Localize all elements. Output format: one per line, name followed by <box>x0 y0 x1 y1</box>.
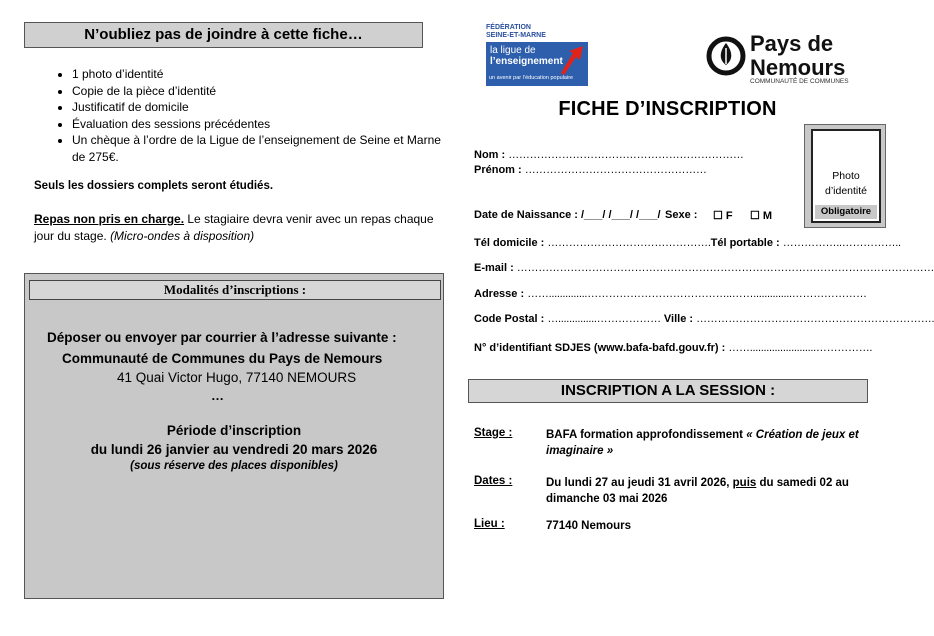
adresse-input-line[interactable]: ……..............…………………………………..……..............………………… <box>527 288 867 300</box>
meal-note-text: Le stagiaire devra venir avec un repas chaque jour du stage. <box>34 212 434 243</box>
code-postal-input-line[interactable]: …..............……………… <box>547 313 661 325</box>
ligue-banner <box>486 42 588 86</box>
complete-files-note: Seuls les dossiers complets seront étudiés. <box>34 180 274 192</box>
list-item: • Justificatif de domicile <box>72 99 442 116</box>
prenom-field[interactable] <box>474 164 707 176</box>
ville-label: Ville : <box>663 313 697 325</box>
email-input-line[interactable]: ……………………………………………………………………………………………………… <box>516 262 934 274</box>
meal-note-title: Repas non pris en charge. <box>34 212 185 226</box>
modalities-organization: Communauté de Communes du Pays de Nemours <box>62 351 383 366</box>
nom-label: Nom : <box>474 149 509 161</box>
dates-part3: du samedi 02 au dimanche 03 mai 2026 <box>546 477 849 505</box>
photo-label <box>813 169 879 199</box>
pays-de-nemours-logo <box>706 32 876 88</box>
nom-field[interactable] <box>474 149 744 161</box>
email-label: E-mail : <box>474 262 517 274</box>
ligue-enseignement-logo <box>486 24 592 86</box>
list-item: • 1 photo d’identité <box>72 66 442 83</box>
documents-list <box>52 66 442 165</box>
tel-portable-input-line[interactable]: ……………..…………….. <box>782 237 901 249</box>
sdjes-label: N° d’identifiant SDJES (www.bafa-bafd.gouv.fr) : <box>474 342 729 354</box>
nemours-subtitle: COMMUNAUTÉ DE COMMUNES <box>750 78 849 85</box>
sdjes-field[interactable] <box>474 342 872 354</box>
ligue-name-line1: la ligue de <box>490 45 536 56</box>
lieu-value: 77140 Nemours <box>546 520 632 532</box>
email-field[interactable] <box>474 262 934 274</box>
sdjes-input-line[interactable]: ……........................……………. <box>728 342 873 354</box>
modalities-ellipsis: … <box>211 388 224 403</box>
modalities-address: 41 Quai Victor Hugo, 77140 NEMOURS <box>117 370 357 385</box>
prenom-input-line[interactable]: …………………………………………… <box>524 164 707 176</box>
tel-portable-label: Tél portable : <box>710 237 783 249</box>
nemours-title <box>750 32 845 80</box>
lieu-label: Lieu : <box>474 518 505 530</box>
photo-placeholder <box>804 124 886 228</box>
adresse-field[interactable] <box>474 288 867 300</box>
ligue-tagline: un avenir par l’éducation populaire <box>489 75 574 81</box>
modalities-panel <box>24 273 444 599</box>
federation-region: SEINE-ET-MARNE <box>486 32 546 39</box>
stage-italic: « Création de jeux et imaginaire » <box>546 429 859 457</box>
birthdate-field[interactable]: Date de Naissance : /___/ /___/ /___/ <box>474 209 661 221</box>
ligue-name-line2: l’enseignement <box>490 56 563 67</box>
registration-period-title: Période d’inscription <box>166 423 302 438</box>
federation-label: FÉDÉRATION <box>486 24 531 31</box>
sexe-label: Sexe : <box>665 209 698 221</box>
modalities-title: Modalités d’inscriptions : <box>29 280 441 300</box>
adresse-label: Adresse : <box>474 288 528 300</box>
meal-note <box>34 211 438 244</box>
tel-fields[interactable] <box>474 237 901 249</box>
stage-text: BAFA formation approfondissement <box>546 429 747 441</box>
photo-required-label: Obligatoire <box>815 205 877 219</box>
tel-domicile-input-line[interactable]: ………………………………………. <box>547 237 711 249</box>
code-postal-label: Code Postal : <box>474 313 548 325</box>
dates-label: Dates : <box>474 475 513 487</box>
tel-domicile-label: Tél domicile : <box>474 237 548 249</box>
registration-period-dates: du lundi 26 janvier au vendredi 20 mars 2026 <box>90 442 378 457</box>
ville-input-line[interactable]: …………………………………………………………. <box>696 313 934 325</box>
registration-period-note: (sous réserve des places disponibles) <box>130 460 338 472</box>
dates-part1: Du lundi 27 au jeudi 31 avril 2026, <box>546 477 733 489</box>
sexe-m-checkbox[interactable]: ☐ M <box>750 210 773 222</box>
nemours-title-line2: Nemours <box>750 55 846 80</box>
nemours-title-line1: Pays de <box>750 31 834 56</box>
photo-frame <box>811 129 881 223</box>
meal-note-italic: (Micro-ondes à disposition) <box>110 228 255 243</box>
cp-ville-fields[interactable] <box>474 313 934 325</box>
nom-input-line[interactable]: ………………………………………………………… <box>508 149 744 161</box>
page-title: FICHE D’INSCRIPTION <box>558 98 777 120</box>
drop-leaf-icon <box>706 34 746 76</box>
modalities-instruction: Déposer ou envoyer par courrier à l’adresse suivante : <box>47 330 397 345</box>
documents-reminder-title: N’oubliez pas de joindre à cette fiche… <box>24 22 423 48</box>
photo-label-line1: Photo <box>832 170 860 182</box>
dates-part2: puis <box>732 477 757 489</box>
photo-label-line2: d’identité <box>824 185 868 197</box>
prenom-label: Prénom : <box>474 164 525 176</box>
dates-value <box>546 475 866 507</box>
sexe-f-checkbox[interactable]: ☐ F <box>713 210 733 222</box>
red-arrow-icon <box>559 45 585 75</box>
stage-label: Stage : <box>474 427 513 439</box>
list-item: • Un chèque à l’ordre de la Ligue de l’enseignement de Seine et Marne de 275€. <box>72 132 442 165</box>
list-item: • Évaluation des sessions précédentes <box>72 116 442 133</box>
session-title: INSCRIPTION A LA SESSION : <box>468 379 868 403</box>
list-item: • Copie de la pièce d’identité <box>72 83 442 100</box>
stage-value <box>546 427 866 459</box>
